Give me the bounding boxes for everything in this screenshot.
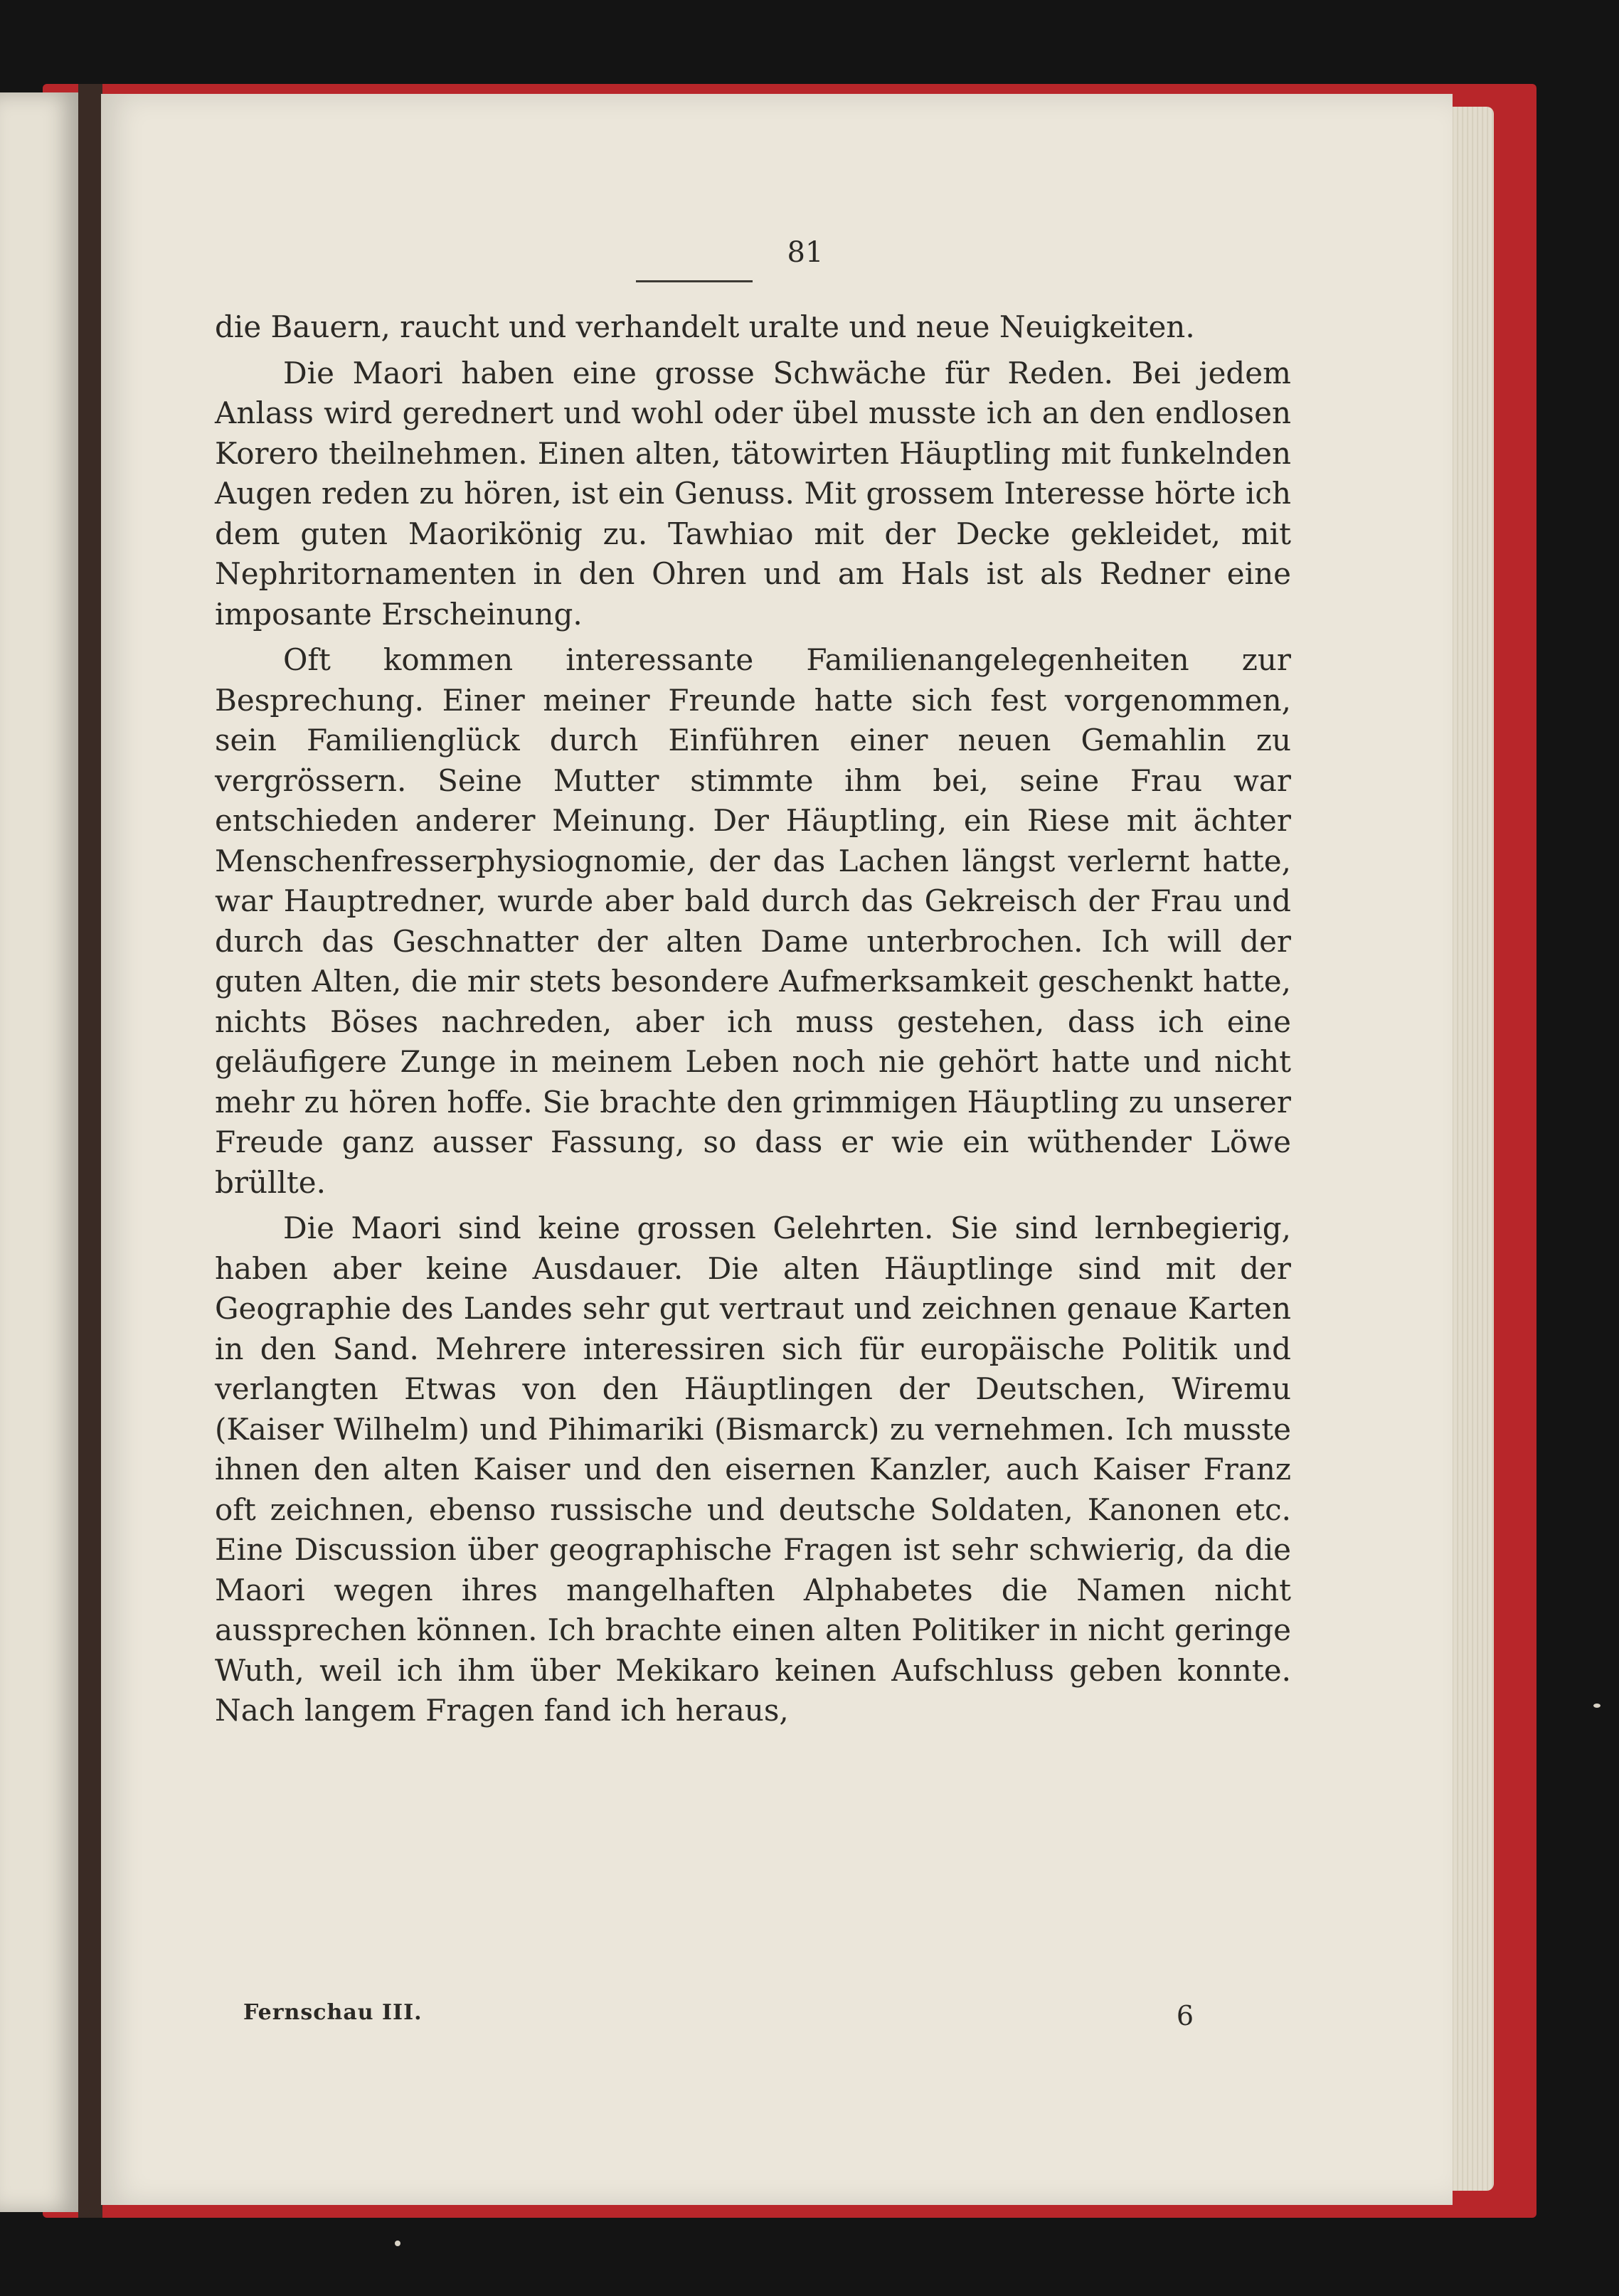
paragraph-2: Die Maori haben eine grosse Schwäche für Reden. Bei jedem Anlass wird gerednert und wohl oder übel musste ich an den endlosen Korero theilnehmen. Einen alten, tätowirten Häuptling mit funkelnden Augen reden zu hören, ist ein Genuss. Mit grossem Interesse hörte ich dem guten Maorikönig zu. Tawhiao mit der Decke gekleidet, mit Nephritornamenten in den Ohren und am Hals ist als Redner eine imposante Erscheinung.: [215, 355, 1291, 632]
book-gutter: [78, 84, 102, 2218]
page-body: [215, 307, 1291, 1731]
header-rule: [636, 280, 753, 282]
dust-speck: [1593, 1704, 1601, 1708]
previous-page-edge: [0, 92, 81, 2212]
paragraph-3: Oft kommen interessante Familienangelegenheiten zur Besprechung. Einer meiner Freunde hatte sich fest vorgenommen, sein Familienglück durch Einführen einer neuen Gemahlin zu vergrössern. Seine Mutter stimmte ihm bei, seine Frau war entschieden anderer Meinung. Der Häuptling, ein Riese mit ächter Menschenfresserphysiognomie, der das Lachen längst verlernt hatte, war Hauptredner, wurde aber bald durch das Gekreisch der Frau und durch das Geschnatter der alten Dame unterbrochen. Ich will der guten Alten, die mir stets besondere Aufmerksamkeit geschenkt hatte, nichts Böses nachreden, aber ich muss gestehen, dass ich eine geläufigere Zunge in meinem Leben noch nie gehört hatte und nicht mehr zu hören hoffe. Sie brachte den grimmigen Häuptling zu unserer Freude ganz ausser Fassung, so dass er wie ein wüthender Löwe brüllte.: [215, 642, 1291, 1200]
paragraph-1: die Bauern, raucht und verhandelt uralte und neue Neuigkeiten.: [215, 309, 1195, 344]
page-number: 81: [787, 236, 824, 269]
paragraph-4: Die Maori sind keine grossen Gelehrten. Sie sind lernbegierig, haben aber keine Ausdauer. Die alten Häuptlinge sind mit der Geographie des Landes sehr gut vertraut und zeichnen genaue Karten in den Sand. Mehrere interessiren sich für europäische Politik und verlangten Etwas von den Häuptlingen der Deutschen, Wiremu (Kaiser Wilhelm) und Pihimariki (Bismarck) zu vernehmen. Ich musste ihnen den alten Kaiser und den eisernen Kanzler, auch Kaiser Franz oft zeichnen, ebenso russische und deutsche Soldaten, Kanonen etc. Eine Discussion über geographische Fragen ist sehr schwierig, da die Maori wegen ihres mangelhaften Alphabetes die Namen nicht aussprechen können. Ich brachte einen alten Politiker in nicht geringe Wuth, weil ich ihm über Mekikaro keinen Aufschluss geben konnte. Nach langem Fragen fand ich heraus,: [215, 1211, 1291, 1728]
sheet-number: 6: [1176, 2000, 1194, 2031]
dust-speck: [395, 2241, 400, 2246]
page-footer: [243, 2000, 1194, 2031]
signature-mark: Fernschau III.: [243, 2000, 423, 2025]
book-page: [101, 94, 1453, 2205]
